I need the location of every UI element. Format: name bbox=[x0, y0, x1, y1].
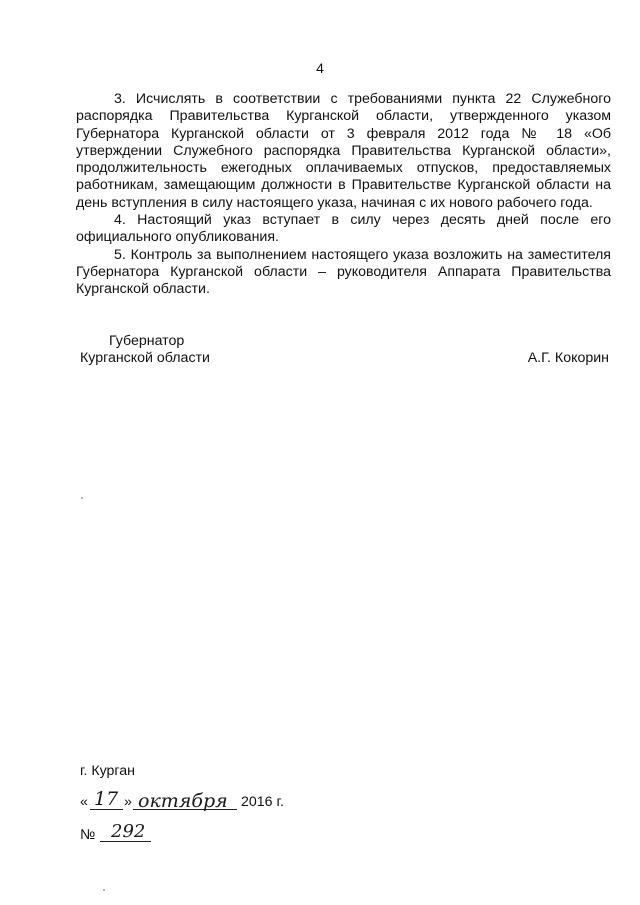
date-year: 2016 г. bbox=[241, 794, 284, 810]
number-underline bbox=[100, 841, 151, 842]
number-handwritten: 292 bbox=[111, 821, 146, 842]
issue-city: г. Курган bbox=[80, 763, 136, 779]
paragraph-3: 3. Исчислять в соответствии с требованиями пункта 22 Служебного распорядка Правительства Курганской области, утвержденного указом Губернатора Курганской области от 3 февраля 2012 года № 18 «Об утверждении Служебного распорядка Правительства Курганской области», продолжительность ежегодных оплачиваемых отпусков, предоставляемых работникам, замещающим должности в Правительстве Курганской области на день вступления в силу настоящего указа, начиная с их нового рабочего года. bbox=[76, 91, 611, 211]
decree-number bbox=[80, 823, 280, 847]
date-close-quote: » bbox=[124, 794, 132, 810]
paragraph-4: 4. Настоящий указ вступает в силу через десять дней после его официального опубликования. bbox=[76, 212, 611, 246]
signatory-title-line2: Курганской области bbox=[80, 350, 210, 366]
scan-speck bbox=[81, 497, 83, 499]
signatory-name: А.Г. Кокорин bbox=[527, 350, 609, 366]
date-month-underline bbox=[133, 809, 237, 810]
date-month-handwritten: октября bbox=[138, 790, 228, 812]
page-number: 4 bbox=[316, 60, 324, 76]
signatory-title-line1: Губернатор bbox=[109, 333, 185, 349]
number-label: № bbox=[80, 827, 96, 843]
paragraph-5: 5. Контроль за выполнением настоящего указа возложить на заместителя Губернатора Курганской области – руководителя Аппарата Правительства Курганской области. bbox=[76, 246, 611, 298]
date-open-quote: « bbox=[80, 794, 88, 810]
issue-date bbox=[80, 790, 380, 814]
scan-speck bbox=[103, 889, 105, 891]
date-day-underline bbox=[90, 809, 123, 810]
decree-body bbox=[76, 91, 611, 299]
date-day-handwritten: 17 bbox=[94, 788, 119, 810]
